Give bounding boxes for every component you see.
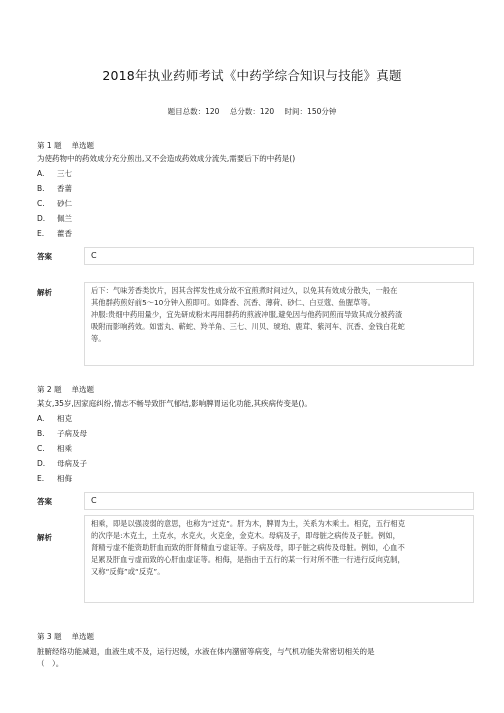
option-a: A. 三七: [37, 169, 72, 178]
total-score: 总分数：120: [229, 107, 275, 116]
option-d: D. 佩兰: [37, 214, 72, 223]
exam-meta: [0, 106, 504, 117]
analysis-label: 解析: [37, 288, 52, 297]
answer-box: [84, 492, 474, 510]
answer-label: 答案: [37, 497, 52, 506]
question-type: 单选题: [71, 632, 95, 641]
answer-value: C: [91, 251, 97, 260]
option-d: D. 母病及子: [37, 459, 87, 468]
question-2-header: [37, 384, 94, 395]
question-number: 第 3 题: [37, 632, 62, 641]
question-1-text: 为使药物中的药效成分充分煎出,又不会造成药效成分流失,需要后下的中药是(): [37, 154, 296, 163]
analysis-box: [84, 515, 474, 603]
analysis-text: 后下：气味芳香类饮片，因其含挥发性成分故不宜煎煮时间过久，以免其有效成分散失，一般在 其他群药煎好前5～10分钟入煎即可。如降香、沉香、薄荷、砂仁、白豆蔻、鱼腥草等。 冲服:贵细中药用量少，宜先研成粉末再用群药的煎液冲服,避免因与他药同煎而导致其成分被药渣 吸附而影响药效。如雷丸、蕲蛇、羚羊角、三七、川贝、琥珀、鹿茸、紫河车、沉香、金钱白花蛇 等。: [91, 286, 405, 343]
option-e: E. 相侮: [37, 474, 72, 483]
exam-time: 时间：150分钟: [284, 107, 337, 116]
option-e: E. 藿香: [37, 229, 72, 238]
option-a: A. 相克: [37, 414, 72, 423]
question-2-text: 某女,35岁,因家庭纠纷,情志不畅导致肝气郁结,影响脾胃运化功能,其疾病传变是()。: [37, 399, 312, 408]
option-b: B. 香薷: [37, 184, 72, 193]
question-number: 第 1 题: [37, 141, 62, 150]
document-title: 2018年执业药师考试《中药学综合知识与技能》真题: [102, 68, 402, 83]
question-3-text: 脏腑经络功能减退，血液生成不及，运行迟缓，水液在体内潴留等病变，与气机功能失常密切相关的是: [37, 647, 375, 656]
question-count: 题目总数：120: [167, 107, 220, 116]
analysis-label: 解析: [37, 533, 52, 542]
answer-value: C: [91, 496, 97, 505]
question-number: 第 2 题: [37, 385, 62, 394]
option-c: C. 相乘: [37, 444, 72, 453]
question-1-header: [37, 140, 94, 151]
question-3-text-cont: （ ）。: [37, 659, 64, 668]
answer-label: 答案: [37, 252, 52, 261]
question-type: 单选题: [71, 385, 95, 394]
option-b: B. 子病及母: [37, 429, 87, 438]
question-3-header: [37, 631, 94, 642]
analysis-text: 相乘，即是以强凌弱的意思，也称为“过克”。肝为木，脾胃为土，关系为木乘土。相克，五行相克 的次序是:木克土，土克水，水克火，火克金，金克木。母病及子，即母脏之病传及子脏。例如， 肾精亏虚不能资助肝血而致的肝肾精血亏虚证等。子病及母，即子脏之病传及母脏。例如，心血不 足累及肝血亏虚而致的心肝血虚证等。相侮，是指由于五行的某一行对所不胜一行进行反向克制， 又称“反侮”或“反克”。: [91, 519, 406, 576]
option-c: C. 砂仁: [37, 199, 72, 208]
question-type: 单选题: [71, 141, 95, 150]
answer-box: [84, 247, 474, 265]
analysis-box: [84, 282, 474, 366]
